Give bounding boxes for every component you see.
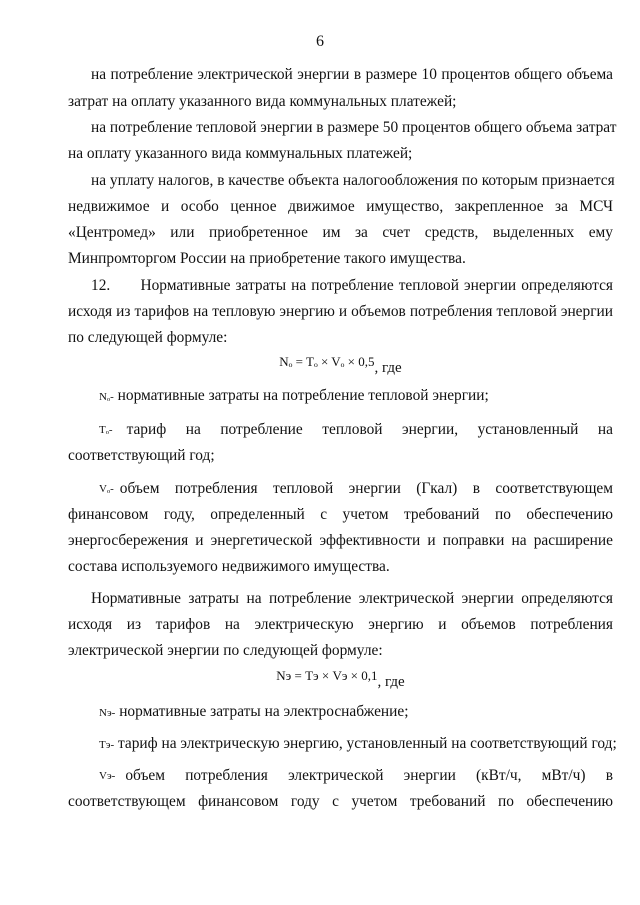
text-line: состава используемого недвижимого имущества. <box>68 558 390 575</box>
definition-text: нормативные затраты на электроснабжение; <box>119 703 409 720</box>
formula-expression: Nₒ = Tₒ × Vₒ × 0,5 <box>279 354 375 369</box>
text-line: по следующей формуле: <box>68 329 228 346</box>
symbol-Te: Tэ- <box>99 739 115 751</box>
text-line: соответствующем финансовом году с учетом требований по обеспечению <box>68 793 613 810</box>
symbol-No: Nₒ- <box>99 391 114 403</box>
text-line: соответствующий год; <box>68 447 215 464</box>
formula-expression: Nэ = Tэ × Vэ × 0,1 <box>276 668 378 683</box>
text-line: Минпромторгом России на приобретение такого имущества. <box>68 250 466 267</box>
formula-suffix: , где <box>377 674 405 690</box>
text-line: энергосбережения и энергетической эффективности и поправки на расширение <box>68 532 613 549</box>
text-line: исходя из тарифов на электрическую энергию и объемов потребления <box>68 616 613 633</box>
definition-text: объем потребления электрической энергии (кВт/ч, мВт/ч) в <box>125 767 613 784</box>
symbol-To: Tₒ- <box>99 424 113 436</box>
text-line: на оплату указанного вида коммунальных платежей; <box>68 145 413 162</box>
definition-text: тариф на потребление тепловой энергии, установленный на <box>126 421 613 438</box>
text-line: на потребление электрической энергии в размере 10 процентов общего объема <box>91 66 613 83</box>
definition-To <box>99 421 613 439</box>
definition-No <box>99 387 640 406</box>
symbol-Vo: Vₒ- <box>99 483 114 495</box>
text-line: электрической энергии по следующей формуле: <box>68 642 383 659</box>
formula-electric <box>68 667 613 690</box>
definition-Ve <box>99 767 613 785</box>
definition-Ne <box>99 703 640 722</box>
page-number: 6 <box>316 33 324 50</box>
text-line: затрат на оплату указанного вида коммунальных платежей; <box>68 93 457 110</box>
text-line: исходя из тарифов на тепловую энергию и объемов потребления тепловой энергии <box>68 303 613 320</box>
text-line: финансовом году, определенный с учетом требований по обеспечению <box>68 506 613 523</box>
text-line: Нормативные затраты на потребление электрической энергии определяются <box>91 590 613 607</box>
text-line: на уплату налогов, в качестве объекта налогообложения по которым признается <box>91 172 615 189</box>
definition-text: нормативные затраты на потребление тепловой энергии; <box>117 387 489 404</box>
symbol-Ve: Vэ- <box>99 770 116 782</box>
definition-Vo <box>99 480 613 498</box>
formula-suffix: , где <box>374 360 402 376</box>
definition-text: объем потребления тепловой энергии (Гкал) в соответствующем <box>119 480 613 497</box>
text-line: 12. Нормативные затраты на потребление тепловой энергии определяются <box>91 277 613 294</box>
text-line: недвижимое и особо ценное движимое имущество, закрепленное за МСЧ <box>68 198 613 215</box>
symbol-Ne: Nэ- <box>99 707 116 719</box>
formula-heat <box>68 353 613 376</box>
text-line: «Центромед» или приобретенное им за счет средств, выделенных ему <box>68 224 613 241</box>
text-line: на потребление тепловой энергии в размере 50 процентов общего объема затрат <box>91 119 617 136</box>
definition-Te <box>99 735 640 754</box>
definition-text: тариф на электрическую энергию, установленный на соответствующий год; <box>117 735 617 752</box>
